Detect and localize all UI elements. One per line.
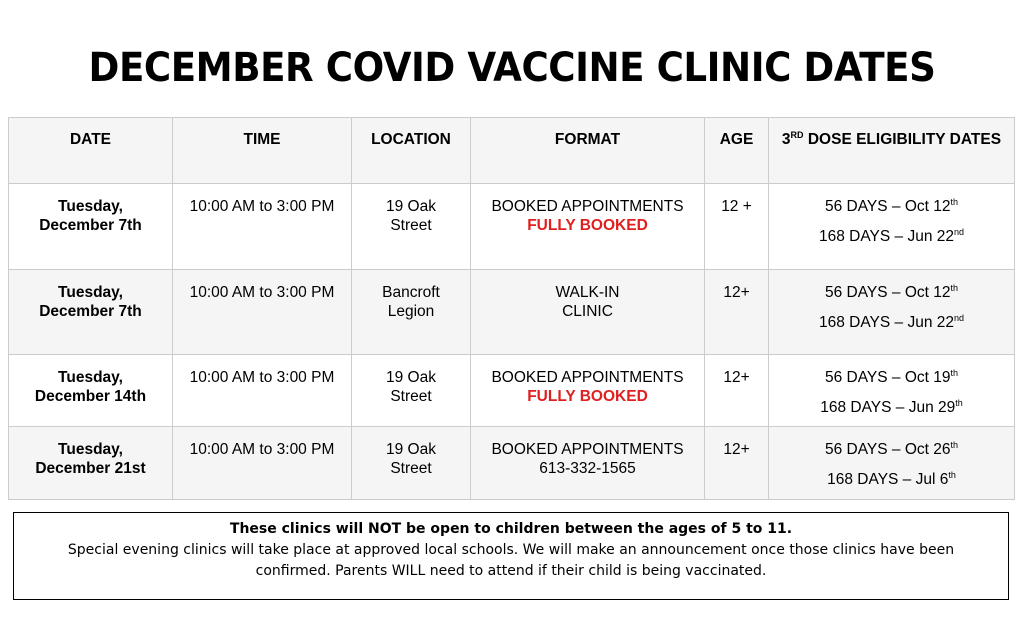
location-line1: 19 Oak	[386, 441, 436, 458]
eligibility-56-days	[769, 440, 1014, 459]
location-cell	[352, 427, 471, 500]
age-cell: 12+	[705, 355, 769, 427]
age-cell: 12+	[705, 427, 769, 500]
eligibility-168-text: 168 DAYS – Jun 22	[818, 314, 954, 331]
eligibility-168-sup: nd	[953, 227, 964, 237]
location-line2: Street	[390, 388, 432, 405]
date-cell	[9, 184, 173, 270]
location-line2: Legion	[387, 303, 435, 320]
notice-headline: These clinics will NOT be open to children between the ages of 5 to 11.	[229, 521, 793, 537]
eligibility-168-days	[769, 227, 1014, 246]
format-line1: WALK-IN	[555, 284, 620, 301]
date-day: December 7th	[39, 217, 142, 234]
header-eligibility-sup: RD	[790, 130, 804, 140]
header-eligibility	[769, 118, 1015, 184]
location-line2: Street	[390, 460, 432, 477]
eligibility-56-sup: th	[950, 197, 958, 207]
eligibility-56-days	[769, 368, 1014, 387]
eligibility-168-sup: th	[955, 398, 963, 408]
eligibility-56-days	[769, 283, 1014, 302]
format-cell	[471, 270, 705, 355]
date-day: December 14th	[34, 388, 147, 405]
time-cell: 10:00 AM to 3:00 PM	[173, 184, 352, 270]
table-row	[9, 184, 1015, 270]
eligibility-168-sup: nd	[953, 313, 964, 323]
header-date: DATE	[9, 118, 173, 184]
clinic-table	[8, 117, 1015, 500]
location-cell	[352, 355, 471, 427]
header-eligibility-num: 3	[781, 131, 791, 148]
header-age: AGE	[705, 118, 769, 184]
age-cell: 12+	[705, 270, 769, 355]
eligibility-56-sup: th	[950, 368, 958, 378]
eligibility-168-text: 168 DAYS – Jul 6	[827, 471, 949, 488]
phone-number: 613-332-1565	[539, 460, 636, 477]
eligibility-56-text: 56 DAYS – Oct 12	[824, 284, 951, 301]
date-cell	[9, 427, 173, 500]
location-line1: 19 Oak	[386, 198, 436, 215]
date-day: December 7th	[39, 303, 142, 320]
eligibility-168-text: 168 DAYS – Jun 22	[818, 228, 954, 245]
eligibility-cell	[769, 427, 1015, 500]
location-cell	[352, 184, 471, 270]
location-line1: Bancroft	[382, 284, 440, 301]
format-line1: BOOKED APPOINTMENTS	[491, 441, 684, 458]
format-line2: CLINIC	[562, 303, 613, 320]
table-header-row	[9, 118, 1015, 184]
page-title: DECEMBER COVID VACCINE CLINIC DATES	[88, 45, 936, 91]
age-cell: 12 +	[705, 184, 769, 270]
eligibility-168-sup: th	[948, 470, 956, 480]
fully-booked-label: FULLY BOOKED	[527, 388, 648, 405]
date-weekday: Tuesday,	[58, 284, 123, 301]
eligibility-56-sup: th	[950, 440, 958, 450]
eligibility-cell	[769, 184, 1015, 270]
format-line1: BOOKED APPOINTMENTS	[491, 369, 684, 386]
header-time: TIME	[173, 118, 352, 184]
eligibility-cell	[769, 355, 1015, 427]
date-day: December 21st	[35, 460, 146, 477]
format-cell	[471, 427, 705, 500]
notice-body: Special evening clinics will take place at approved local schools. We will make an announcement once those clinics have been confirmed. Parents WILL need to attend if their child is being vaccinated.	[67, 542, 955, 579]
location-cell	[352, 270, 471, 355]
eligibility-168-days	[769, 398, 1014, 417]
eligibility-168-text: 168 DAYS – Jun 29	[820, 399, 956, 416]
location-line2: Street	[390, 217, 432, 234]
header-location: LOCATION	[352, 118, 471, 184]
eligibility-168-days	[769, 313, 1014, 332]
header-eligibility-rest: DOSE ELIGIBILITY DATES	[803, 131, 1002, 148]
time-cell: 10:00 AM to 3:00 PM	[173, 270, 352, 355]
date-weekday: Tuesday,	[58, 198, 123, 215]
fully-booked-label: FULLY BOOKED	[527, 217, 648, 234]
eligibility-56-days	[769, 197, 1014, 216]
date-cell	[9, 355, 173, 427]
eligibility-56-sup: th	[950, 283, 958, 293]
notice-box	[13, 512, 1009, 600]
format-cell	[471, 355, 705, 427]
eligibility-56-text: 56 DAYS – Oct 19	[824, 369, 951, 386]
table-row	[9, 427, 1015, 500]
format-line1: BOOKED APPOINTMENTS	[491, 198, 684, 215]
date-weekday: Tuesday,	[58, 441, 123, 458]
eligibility-56-text: 56 DAYS – Oct 26	[824, 441, 951, 458]
eligibility-168-days	[769, 470, 1014, 489]
location-line1: 19 Oak	[386, 369, 436, 386]
table-row	[9, 355, 1015, 427]
table-row	[9, 270, 1015, 355]
eligibility-56-text: 56 DAYS – Oct 12	[824, 198, 951, 215]
eligibility-cell	[769, 270, 1015, 355]
date-weekday: Tuesday,	[58, 369, 123, 386]
header-format: FORMAT	[471, 118, 705, 184]
format-cell	[471, 184, 705, 270]
date-cell	[9, 270, 173, 355]
time-cell: 10:00 AM to 3:00 PM	[173, 355, 352, 427]
time-cell: 10:00 AM to 3:00 PM	[173, 427, 352, 500]
